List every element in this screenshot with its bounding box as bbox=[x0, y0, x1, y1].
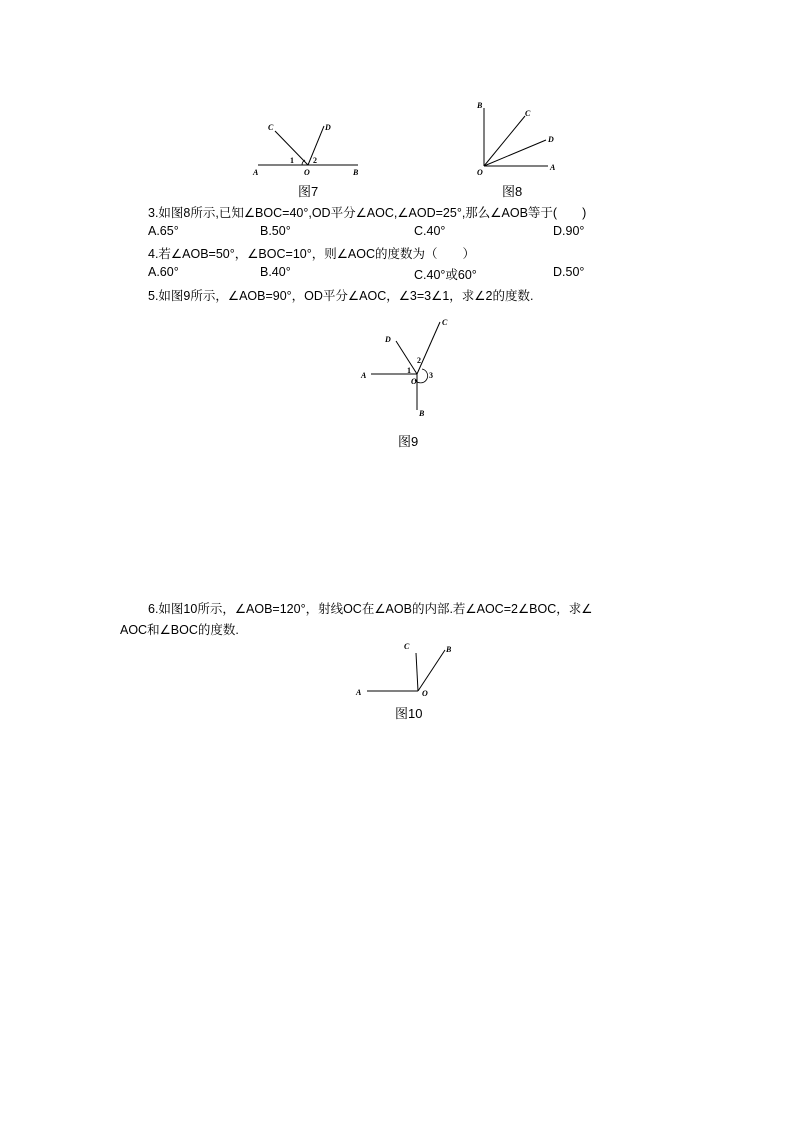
q4-option-d: D.50° bbox=[553, 265, 585, 279]
fig8-ray-oc bbox=[484, 116, 525, 166]
fig9-label-d: D bbox=[385, 335, 391, 344]
q4-option-a: A.60° bbox=[148, 265, 179, 279]
q3-option-d: D.90° bbox=[553, 224, 585, 238]
q3-option-b: B.50° bbox=[260, 224, 291, 238]
fig10-label-a: A bbox=[356, 688, 362, 697]
fig7-label-2: 2 bbox=[313, 156, 317, 165]
question-4-text: 4.若∠AOB=50°，∠BOC=10°，则∠AOC的度数为（ ） bbox=[148, 247, 476, 261]
q3-option-a: A.65° bbox=[148, 224, 179, 238]
q3-option-c: C.40° bbox=[414, 224, 446, 238]
fig9-label-b: B bbox=[419, 409, 425, 418]
fig10-ray-oc bbox=[416, 653, 418, 691]
figure-7 bbox=[250, 118, 370, 178]
fig8-label-o: O bbox=[477, 168, 483, 177]
fig10-label-c: C bbox=[404, 642, 410, 651]
fig8-label-b: B bbox=[477, 101, 483, 110]
fig9-label-3: 3 bbox=[429, 371, 433, 380]
fig8-ray-od bbox=[484, 140, 546, 166]
fig7-angle-arc bbox=[302, 160, 305, 165]
fig9-label-2: 2 bbox=[417, 356, 421, 365]
figure-9 bbox=[355, 312, 465, 422]
fig7-label-1: 1 bbox=[290, 156, 294, 165]
question-6-line-1: 6.如图10所示，∠AOB=120°，射线OC在∠AOB的内部.若∠AOC=2∠BOC，求∠ bbox=[148, 602, 593, 616]
figure-8-caption: 图8 bbox=[502, 184, 523, 199]
fig9-label-o: O bbox=[411, 377, 417, 386]
fig7-label-d: D bbox=[325, 123, 331, 132]
q4-option-b: B.40° bbox=[260, 265, 291, 279]
fig10-label-o: O bbox=[422, 689, 428, 698]
figure-10 bbox=[350, 638, 470, 703]
figure-9-caption: 图9 bbox=[398, 434, 419, 449]
question-5-text: 5.如图9所示，∠AOB=90°，OD平分∠AOC，∠3=3∠1，求∠2的度数. bbox=[148, 289, 534, 303]
figure-10-caption: 图10 bbox=[395, 706, 423, 721]
fig10-ray-ob bbox=[418, 650, 445, 691]
fig8-label-a: A bbox=[550, 163, 556, 172]
fig9-ray-oc bbox=[417, 322, 440, 374]
figure-7-caption: 图7 bbox=[298, 184, 319, 199]
fig8-label-d: D bbox=[548, 135, 554, 144]
fig8-label-c: C bbox=[525, 109, 531, 118]
fig9-label-a: A bbox=[361, 371, 367, 380]
q4-option-c: C.40°或60° bbox=[414, 268, 477, 282]
fig10-label-b: B bbox=[446, 645, 452, 654]
fig7-label-c: C bbox=[268, 123, 274, 132]
figure-8 bbox=[470, 96, 570, 181]
question-6-line-2: AOC和∠BOC的度数. bbox=[120, 623, 239, 637]
fig9-label-1: 1 bbox=[407, 366, 411, 375]
fig7-label-o: O bbox=[304, 168, 310, 177]
fig7-label-b: B bbox=[353, 168, 359, 177]
question-3-text: 3.如图8所示,已知∠BOC=40°,OD平分∠AOC,∠AOD=25°,那么∠AOB等于( ) bbox=[148, 206, 587, 220]
fig9-label-c: C bbox=[442, 318, 448, 327]
fig7-label-a: A bbox=[253, 168, 259, 177]
